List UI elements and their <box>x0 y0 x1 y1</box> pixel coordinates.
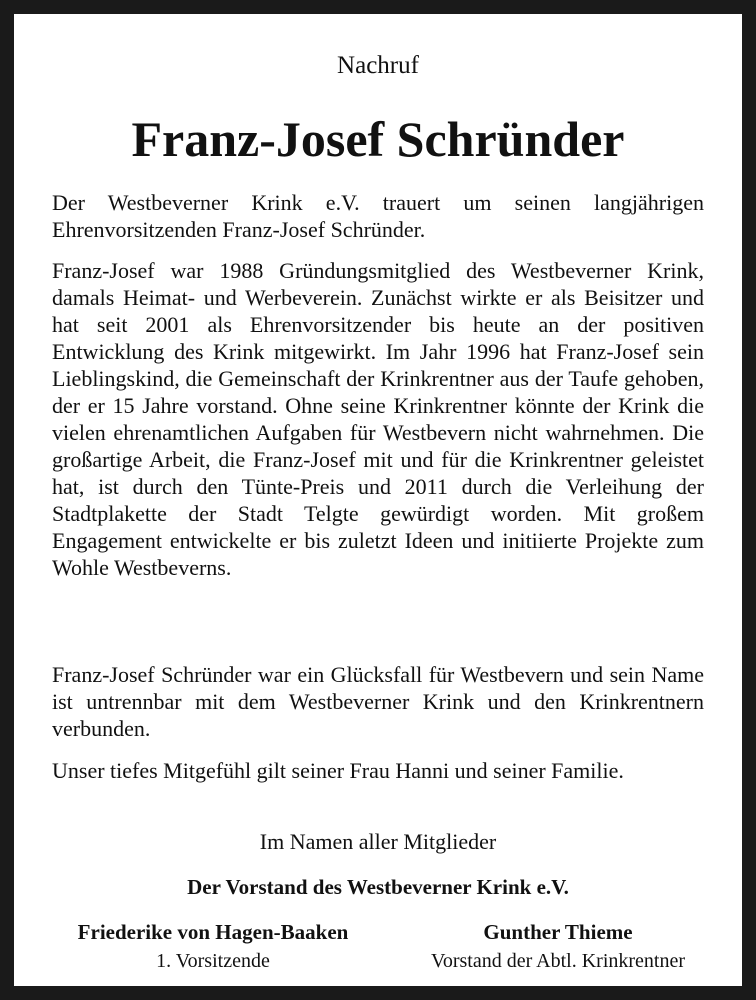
condolence-paragraph: Unser tiefes Mitgefühl gilt seiner Frau Hanni und seiner Familie. <box>52 758 624 783</box>
intro-paragraph: Der Westbeverner Krink e.V. trauert um seinen langjährigen Ehrenvorsitzenden Franz-Josef Schründer. <box>52 190 704 242</box>
signatory-right <box>388 919 728 975</box>
signatory-role: Vorstand der Abtl. Krinkrentner <box>430 950 686 972</box>
tribute-paragraph: Franz-Josef Schründer war ein Glücksfall für Westbevern und sein Name ist untrennbar mit dem Westbeverner Krink und den Krinkrentnern verbunden. <box>52 662 704 741</box>
signatory-name: Gunther Thieme <box>483 920 633 944</box>
notice-label: Nachruf <box>337 52 419 79</box>
biography-paragraph: Franz-Josef war 1988 Gründungsmitglied des Westbeverner Krink, damals Heimat- und Werbeverein. Zunächst wirkte er als Beisitzer und hat seit 2001 als Ehrenvorsitzender bis heute an der positiven Entwicklung des Krink mitgewirkt. Im Jahr 1996 hat Franz-Josef sein Lieblingskind, die Gemeinschaft der Krinkrentner aus der Taufe gehoben, der er 15 Jahre vorstand. Ohne seine Krinkrentner könnte der Krink die vielen ehrenamtlichen Aufgaben für Westbevern nicht wahrnehmen. Die großartige Arbeit, die Franz-Josef mit und für die Krinkrentner geleistet hat, ist durch den Tünte-Preis und 2011 durch die Verleihung der Stadtplakette der Stadt Telgte gewürdigt worden. Mit großem Engagement entwickelte er bis zuletzt Ideen und initiierte Projekte zum Wohle Westbeverns. <box>52 258 704 580</box>
board-signature: Der Vorstand des Westbeverner Krink e.V. <box>187 875 569 899</box>
deceased-name: Franz-Josef Schründer <box>131 111 625 167</box>
signatory-left <box>48 919 378 975</box>
signatory-name: Friederike von Hagen-Baaken <box>77 920 349 944</box>
signatory-role: 1. Vorsitzende <box>156 950 270 972</box>
closing-line: Im Namen aller Mitglieder <box>259 829 497 854</box>
